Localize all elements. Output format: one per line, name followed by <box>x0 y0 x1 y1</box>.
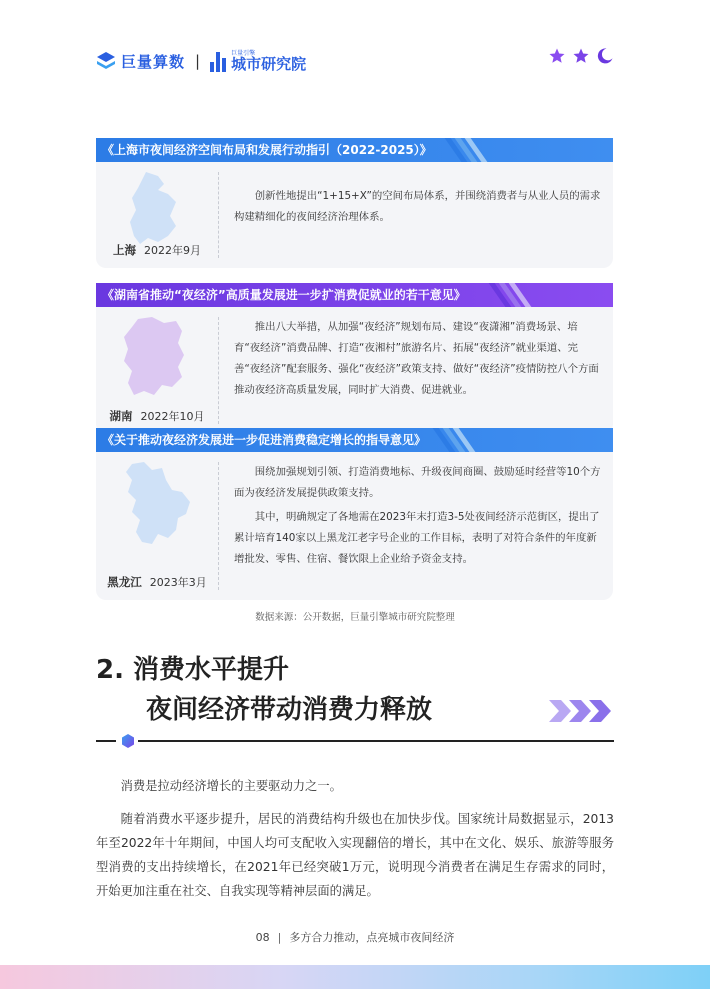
page-footer <box>0 929 710 945</box>
banner-stripes <box>441 428 467 452</box>
policy-card-body <box>96 452 613 600</box>
page-header <box>96 44 306 78</box>
divider <box>218 317 219 424</box>
policy-title: 《上海市夜间经济空间布局和发展行动指引（2022-2025）》 <box>102 143 432 157</box>
footer-separator: | <box>277 931 282 944</box>
header-separator: | <box>195 52 201 70</box>
chevron-icon <box>547 698 613 724</box>
policy-paragraph: 其中，明确规定了各地需在2023年末打造3-5处夜间经济示范街区，提出了累计培育140家以上黑龙江老字号企业的工作目标，表明了对符合条件的年度新增批发、零售、住宿、餐饮限上企业给予资金支持。 <box>234 511 600 565</box>
policy-title-banner <box>96 428 613 452</box>
policy-card-heilongjiang <box>96 428 613 600</box>
divider <box>218 462 219 590</box>
institute-parent: 巨量引擎 <box>231 49 256 57</box>
brand-name: 巨量算数 <box>121 52 186 71</box>
institute-name: 城市研究院 <box>231 54 307 73</box>
page-number: 08 <box>255 931 270 944</box>
data-source-note: 数据来源：公开数据，巨量引擎城市研究院整理 <box>255 612 455 623</box>
policy-card-shanghai <box>96 138 613 268</box>
divider <box>218 172 219 258</box>
policy-description <box>234 186 601 231</box>
footer-title: 多方合力推动，点亮城市夜间经济 <box>289 931 455 944</box>
policy-date: 2023年3月 <box>149 576 207 589</box>
institute-logo <box>210 50 306 72</box>
banner-stripes <box>453 138 479 162</box>
body-text <box>96 774 614 912</box>
section-heading-line2: 夜间经济带动消费力释放 <box>146 695 433 725</box>
section-heading <box>96 650 432 730</box>
star-icon <box>548 47 566 65</box>
policy-description <box>234 317 601 404</box>
moon-icon <box>596 47 614 65</box>
star-icon <box>572 47 590 65</box>
policy-card-hunan <box>96 283 613 434</box>
policy-title: 《湖南省推动“夜经济”高质量发展进一步扩消费促就业的若干意见》 <box>102 288 466 302</box>
policy-date: 2022年9月 <box>144 244 201 257</box>
policy-title-banner <box>96 283 613 307</box>
region-name: 上海 <box>113 243 136 257</box>
hunan-map-icon <box>118 315 190 401</box>
region-name: 湖南 <box>109 409 133 423</box>
region-label <box>96 408 218 424</box>
policy-paragraph: 创新性地提出“1+15+X”的空间布局体系，并围绕消费者与从业人员的需求构建精细化的夜间经济治理体系。 <box>234 190 601 223</box>
hexagon-icon <box>120 733 136 749</box>
section-rule <box>96 740 614 742</box>
body-paragraph: 随着消费水平逐步提升，居民的消费结构升级也在加快步伐。国家统计局数据显示，2013年至2022年十年期间，中国人均可支配收入实现翻倍的增长，其中在文化、娱乐、旅游等服务型消费的支出持续增长，在2021年已经突破1万元，说明现今消费者在满足生存需求的同时，开始更加注重在社交、自我实现等精神层面的满足。 <box>96 812 614 898</box>
policy-paragraph: 围绕加强规划引领、打造消费地标、升级夜间商圈、鼓励延时经营等10个方面为夜经济发展提供政策支持。 <box>234 466 601 499</box>
section-heading-line1: 2. 消费水平提升 <box>96 655 290 685</box>
brand-logo <box>96 51 185 72</box>
decor-stars <box>548 47 614 65</box>
policy-description <box>234 462 601 573</box>
bottom-gradient-band <box>0 965 710 989</box>
policy-date: 2022年10月 <box>140 410 205 423</box>
shanghai-map-icon <box>118 170 188 250</box>
policy-card-body <box>96 162 613 268</box>
policy-card-body <box>96 307 613 434</box>
region-label <box>96 574 218 590</box>
chevron-decoration <box>547 698 613 724</box>
city-bars-icon <box>210 50 226 72</box>
policy-title-banner <box>96 138 613 162</box>
policy-paragraph: 推出八大举措，从加强“夜经济”规划布局、建设“夜潇湘”消费场景、培育“夜经济”消费品牌、打造“夜湘村”旅游名片、拓展“夜经济”就业渠道、完善“夜经济”配套服务、强化“夜经济”政策支持、做好“夜经济”疫情防控八个方面推动夜经济高质量发展，同时扩大消费、促进就业。 <box>234 321 599 396</box>
banner-stripes <box>497 283 523 307</box>
policy-title: 《关于推动夜经济发展进一步促进消费稳定增长的指导意见》 <box>102 433 427 447</box>
region-name: 黑龙江 <box>107 575 142 589</box>
heilongjiang-map-icon <box>118 460 194 552</box>
region-label <box>96 242 218 258</box>
logo-mark-icon <box>96 51 116 71</box>
body-paragraph: 消费是拉动经济增长的主要驱动力之一。 <box>120 779 342 793</box>
